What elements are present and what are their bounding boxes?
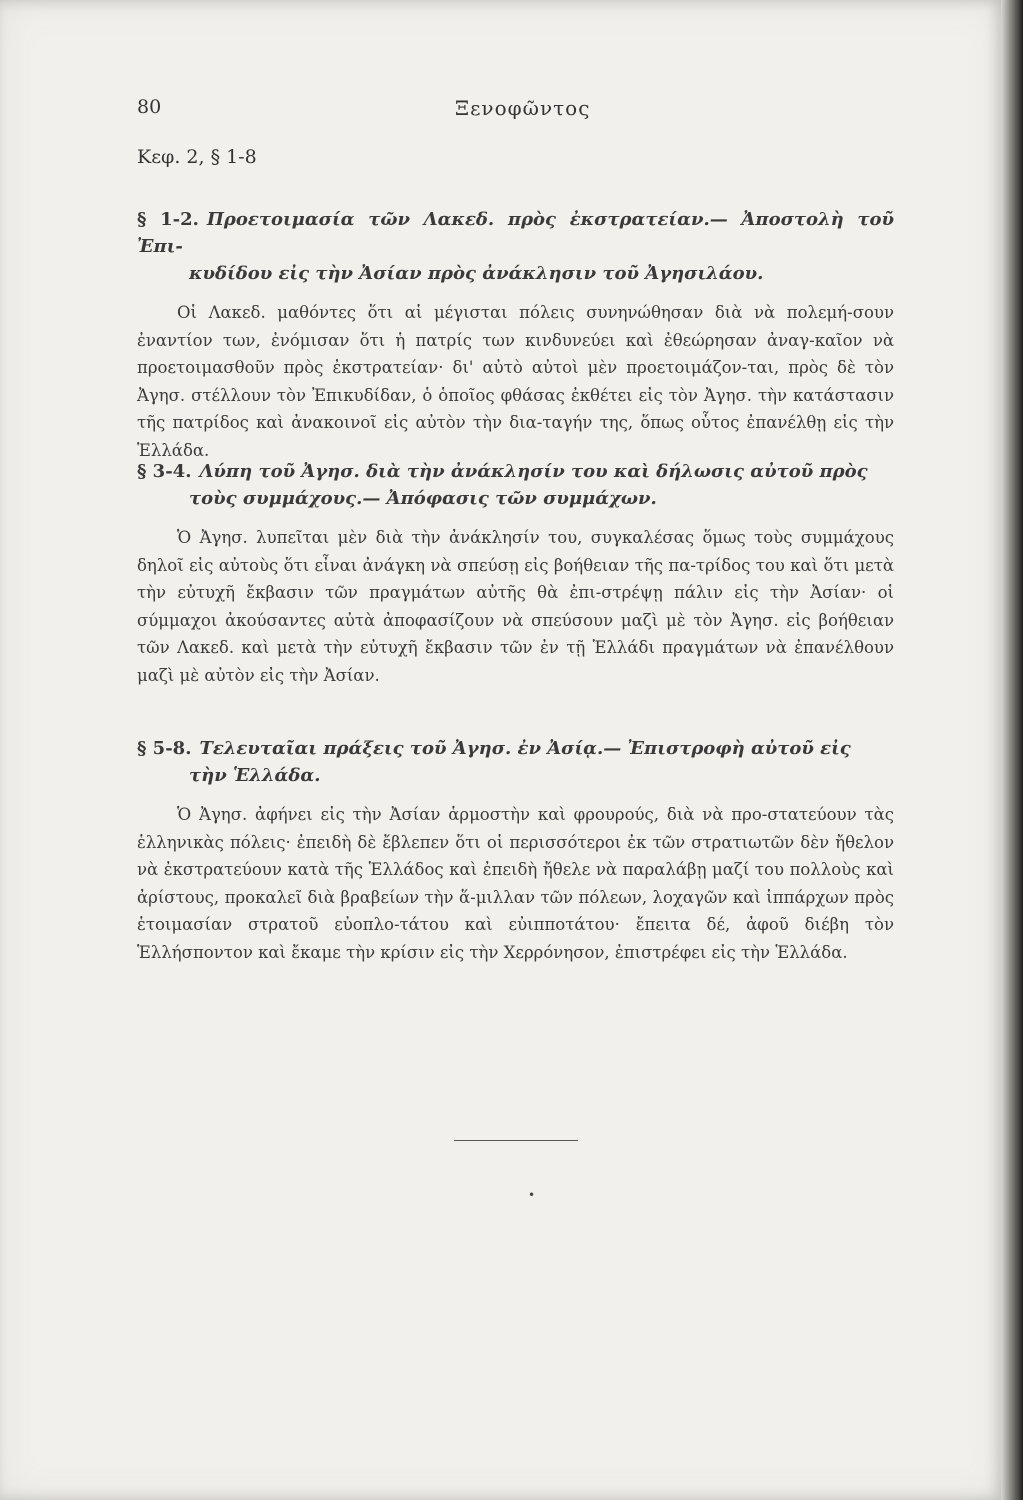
- section-1-2: [137, 206, 894, 465]
- section-number: § 3-4.: [137, 461, 192, 482]
- chapter-reference: Κεφ. 2, § 1-8: [137, 146, 257, 168]
- section-3-4: [137, 458, 894, 690]
- section-heading-line-2: τοὺς συμμάχους.— Ἀπόφασις τῶν συμμάχων.: [189, 488, 657, 509]
- section-body: Οἱ Λακεδ. μαθόντες ὅτι αἱ μέγισται πόλεις συνηνώθησαν διὰ νὰ πολεμή-σουν ἐναντίον των, ἐνόμισαν ὅτι ἡ πατρίς των κινδυνεύει καὶ ἐθεώρησαν ἀναγ-καῖον νὰ προετοιμασθοῦν πρὸς ἐκστρατείαν· δι' αὐτὸ αὐτοὶ μὲν προετοιμάζον-ται, πρὸς δὲ τὸν Ἀγησ. στέλλουν τὸν Ἐπικυδίδαν, ὁ ὁποῖος φθάσας ἐκθέτει εἰς τὸν Ἀγησ. τὴν κατάστασιν τῆς πατρίδος καὶ ἀνακοινοῖ εἰς αὐτὸν τὴν δια-ταγήν της, ὅπως οὗτος ἐπανέλθῃ εἰς τὴν Ἑλλάδα.: [137, 303, 894, 460]
- page-number: 80: [137, 96, 162, 118]
- ink-speck: •: [528, 1188, 536, 1202]
- section-heading: [137, 206, 894, 287]
- section-number: § 5-8.: [137, 738, 192, 759]
- section-body: Ὁ Ἀγησ. λυπεῖται μὲν διὰ τὴν ἀνάκλησίν του, συγκαλέσας ὅμως τοὺς συμμάχους δηλοῖ εἰς αὐτοὺς ὅτι εἶναι ἀνάγκη νὰ σπεύσῃ εἰς βοήθειαν τῆς πα-τρίδος του καὶ ὅτι μετὰ τὴν εὐτυχῆ ἔκβασιν τῶν πραγμάτων αὐτῆς θὰ ἐπι-στρέψῃ πάλιν εἰς τὴν Ἀσίαν· οἱ σύμμαχοι ἀκούσαντες αὐτὰ ἀποφασίζουν νὰ σπεύσουν μαζὶ μὲ τὸν Ἀγησ. εἰς βοήθειαν τῶν Λακεδ. καὶ μετὰ τὴν εὐτυχῆ ἔκβασιν τῶν ἐν τῇ Ἑλλάδι πραγμάτων νὰ ἐπανέλθουν μαζὶ μὲ αὐτὸν εἰς τὴν Ἀσίαν.: [137, 528, 894, 685]
- section-heading-line-2: τὴν Ἑλλάδα.: [189, 765, 321, 786]
- running-title: Ξενοφῶντος: [455, 96, 591, 120]
- section-heading-line-1: Λύπη τοῦ Ἀγησ. διὰ τὴν ἀνάκλησίν του καὶ δήλωσις αὐτοῦ πρὸς: [199, 461, 868, 482]
- section-heading-line-1: Προετοιμασία τῶν Λακεδ. πρὸς ἐκστρατείαν.— Ἀποστολὴ τοῦ Ἐπι-: [137, 209, 894, 257]
- section-heading-line-2: κυδίδου εἰς τὴν Ἀσίαν πρὸς ἀνάκλησιν τοῦ Ἀγησιλάου.: [189, 263, 764, 284]
- section-body: Ὁ Ἀγησ. ἀφήνει εἰς τὴν Ἀσίαν ἁρμοστὴν καὶ φρουρούς, διὰ νὰ προ-στατεύουν τὰς ἑλληνικὰς πόλεις· ἐπειδὴ δὲ ἔβλεπεν ὅτι οἱ περισσότεροι ἐκ τῶν στρατιωτῶν δὲν ἤθελον νὰ ἐκστρατεύουν κατὰ τῆς Ἑλλάδος καὶ ἐπειδὴ ἤθελε νὰ παραλάβῃ μαζί του πολλοὺς καὶ ἀρίστους, προκαλεῖ διὰ βραβείων τὴν ἅ-μιλλαν τῶν πόλεων, λοχαγῶν καὶ ἱππάρχων πρὸς ἑτοιμασίαν στρατοῦ εὐοπλο-τάτου καὶ εὐιπποτάτου· ἔπειτα δέ, ἀφοῦ διέβη τὸν Ἑλλήσποντον καὶ ἔκαμε τὴν κρίσιν εἰς τὴν Χερρόνησον, ἐπιστρέφει εἰς τὴν Ἑλλάδα.: [137, 805, 894, 962]
- end-divider: [454, 1140, 578, 1141]
- section-heading: [137, 735, 894, 789]
- section-heading-line-1: Τελευταῖαι πράξεις τοῦ Ἀγησ. ἐν Ἀσίᾳ.— Ἐπιστροφὴ αὐτοῦ εἰς: [199, 738, 851, 759]
- page-edge-shadow: [1001, 0, 1023, 1500]
- section-heading: [137, 458, 894, 512]
- section-number: § 1-2.: [137, 209, 199, 230]
- page-header: [137, 96, 897, 126]
- section-5-8: [137, 735, 894, 967]
